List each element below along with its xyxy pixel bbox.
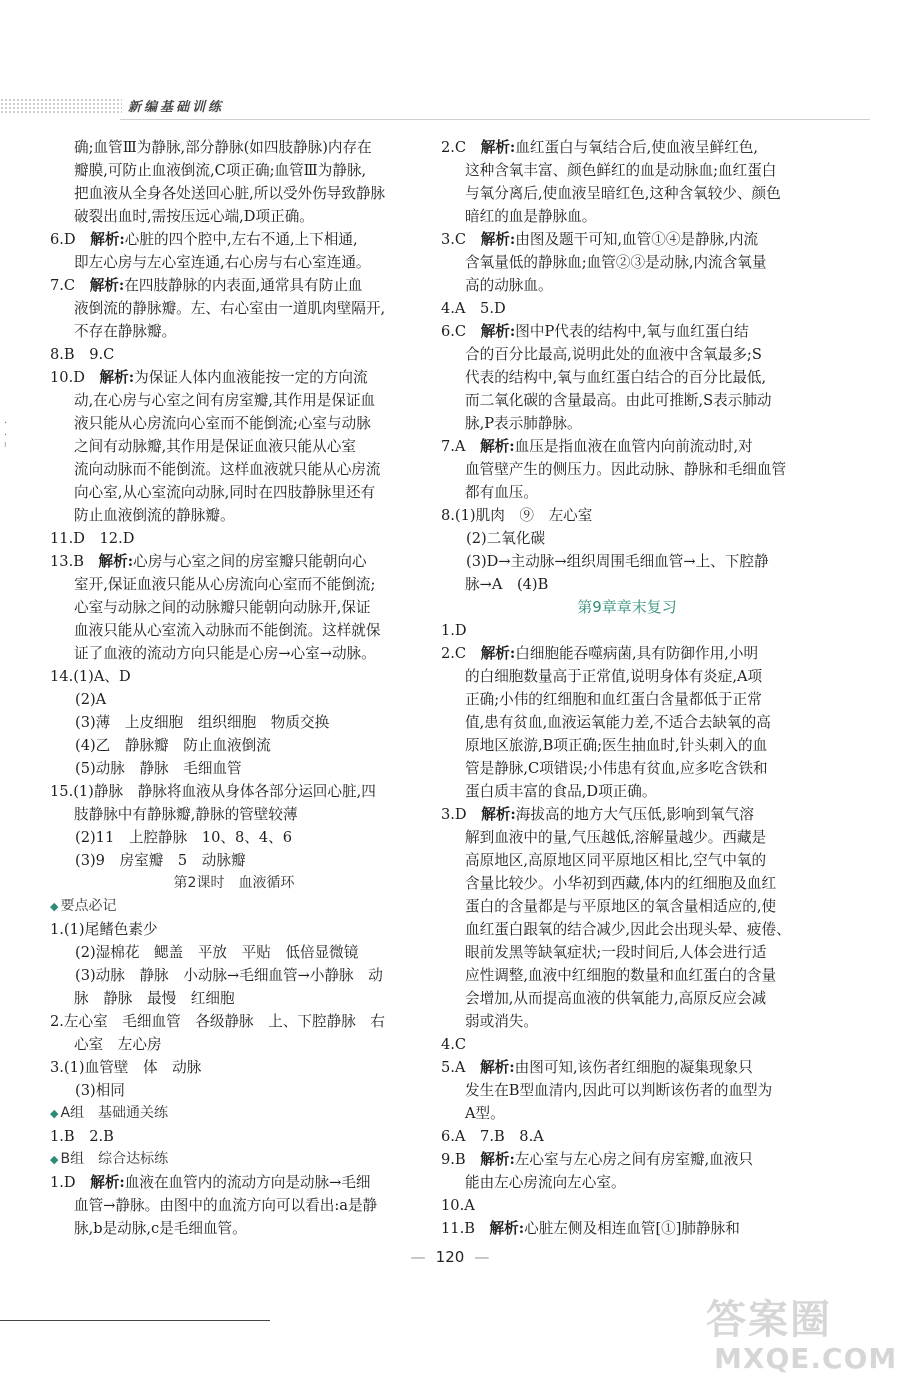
- answer-line: 含量比较少。小华初到西藏,体内的红细胞及血红: [465, 875, 777, 892]
- answer-line: 含氧量低的静脉血;血管②③是动脉,内流含氧量: [465, 254, 767, 271]
- answer-line: 心室与动脉之间的动脉瓣只能朝向动脉开,保证: [74, 599, 371, 616]
- analysis-keyword: 解析:: [489, 1220, 525, 1237]
- answer-line: 6.D 解析:心脏的四个腔中,左右不通,上下相通,: [50, 231, 358, 248]
- answer-line: 1.(1)尾鳍色素少: [50, 921, 158, 938]
- answer-line: 2.C 解析:血红蛋白与氧结合后,使血液呈鲜红色,: [441, 139, 759, 156]
- footer-rule: [0, 1320, 270, 1321]
- answer-line: 15.(1)静脉 静脉将血液从身体各部分运回心脏,四: [50, 783, 376, 800]
- analysis-keyword: 解析:: [480, 1059, 515, 1076]
- answer-line: 肢静脉中有静脉瓣,静脉的管壁较薄: [74, 806, 298, 823]
- answer-line: 脉 静脉 最慢 红细胞: [74, 990, 235, 1007]
- left-column: [50, 136, 418, 1240]
- answer-line: 液倒流的静脉瓣。左、右心室由一道肌肉壁隔开,: [74, 300, 386, 317]
- answer-line: 动,在心房与心室之间有房室瓣,其作用是保证血: [74, 392, 376, 409]
- analysis-keyword: 解析:: [90, 1174, 125, 1191]
- answer-line: 血管→静脉。由图中的血流方向可以看出:a是静: [74, 1197, 378, 1214]
- margin-marks: · · ᴵ: [4, 418, 8, 453]
- answer-line: 而二氧化碳的含量最高。由此可推断,S表示肺动: [465, 392, 772, 409]
- answer-line: 正确;小伟的红细胞和血红蛋白含量都低于正常: [465, 691, 762, 708]
- answer-line: 3.C 解析:由图及题干可知,血管①④是静脉,内流: [441, 231, 759, 248]
- section-heading: [50, 1102, 418, 1125]
- running-header: [0, 92, 900, 122]
- answer-line: 即左心房与左心室连通,右心房与右心室连通。: [74, 254, 371, 271]
- right-column: [441, 136, 813, 1240]
- analysis-keyword: 解析:: [480, 139, 516, 156]
- header-title: 新编基础训练: [128, 100, 225, 115]
- watermark-bottom: MXQE.COM: [714, 1342, 898, 1375]
- answer-line: 的白细胞数量高于正常值,说明身体有炎症,A项: [465, 668, 763, 685]
- answer-line: 这种含氧丰富、颜色鲜红的血是动脉血;血红蛋白: [465, 162, 777, 179]
- answer-line: 蛋白质丰富的食品,D项正确。: [465, 783, 657, 800]
- analysis-keyword: 解析:: [480, 231, 516, 248]
- analysis-keyword: 解析:: [481, 806, 516, 823]
- diamond-icon: ◆: [50, 1153, 59, 1166]
- answer-line: 脉→A (4)B: [465, 576, 549, 593]
- answer-line: 值,患有贫血,血液运氧能力差,不适合去缺氧的高: [465, 714, 771, 731]
- answer-line: 解到血液中的量,气压越低,溶解量越少。西藏是: [465, 829, 767, 846]
- answer-line: 11.B 解析:心脏左侧及相连血管[①]肺静脉和: [441, 1220, 740, 1237]
- answer-line: 之间有动脉瓣,其作用是保证血液只能从心室: [74, 438, 356, 455]
- answer-line: 高原地区,高原地区同平原地区相比,空气中氧的: [465, 852, 767, 869]
- answer-line: 液只能从心房流向心室而不能倒流;心室与动脉: [74, 415, 371, 432]
- answer-line: (2)A: [75, 691, 107, 708]
- analysis-keyword: 解析:: [99, 369, 135, 386]
- page-number: [0, 1248, 900, 1266]
- answer-line: 6.C 解析:图中P代表的结构中,氧与血红蛋白结: [441, 323, 749, 340]
- answer-line: (3)相同: [75, 1082, 125, 1099]
- answer-line: 代表的结构中,氧与血红蛋白结合的百分比最低,: [465, 369, 767, 386]
- answer-line: (3)9 房室瓣 5 动脉瓣: [75, 852, 246, 869]
- answer-line: 7.A 解析:血压是指血液在血管内向前流动时,对: [441, 438, 753, 455]
- answer-line: 都有血压。: [465, 484, 538, 501]
- answer-line: 能由左心房流向左心室。: [465, 1174, 626, 1191]
- answer-line: 2.C 解析:白细胞能吞噬病菌,具有防御作用,小明: [441, 645, 759, 662]
- answer-line: 3.(1)血管壁 体 动脉: [50, 1059, 202, 1076]
- diamond-icon: ◆: [50, 900, 59, 913]
- answer-line: 流向动脉而不能倒流。这样血液就只能从心房流: [74, 461, 381, 478]
- answer-line: (2)11 上腔静脉 10、8、4、6: [75, 829, 293, 846]
- section-heading-label: B组 综合达标练: [60, 1151, 169, 1167]
- answer-line: 心室 左心房: [74, 1036, 162, 1053]
- answer-line: A型。: [465, 1105, 505, 1122]
- answer-line: 6.A 7.B 8.A: [441, 1128, 544, 1145]
- section-heading-label: 要点必记: [60, 898, 117, 914]
- answer-line: 血管壁产生的侧压力。因此动脉、静脉和毛细血管: [465, 461, 787, 478]
- answer-line: 脉,P表示肺静脉。: [465, 415, 582, 432]
- answer-line: (3)D→主动脉→组织周围毛细血管→上、下腔静: [466, 553, 769, 570]
- answer-line: 脉,b是动脉,c是毛细血管。: [74, 1220, 247, 1237]
- answer-line: (3)薄 上皮细胞 组织细胞 物质交换: [75, 714, 330, 731]
- analysis-keyword: 解析:: [90, 231, 125, 248]
- answer-line: 不存在静脉瓣。: [74, 323, 177, 340]
- page-number-dash: —: [410, 1248, 426, 1266]
- answer-line: 暗红的血是静脉血。: [465, 208, 597, 225]
- answer-line: 弱或消失。: [465, 1013, 538, 1030]
- answer-line: (2)二氧化碳: [466, 530, 546, 547]
- answer-line: 眼前发黑等缺氧症状;一段时间后,人体会进行适: [465, 944, 767, 961]
- lesson-heading: 第2课时 血液循环: [173, 875, 295, 891]
- answer-line: 13.B 解析:心房与心室之间的房室瓣只能朝向心: [50, 553, 367, 570]
- analysis-keyword: 解析:: [89, 277, 125, 294]
- answer-line: 11.D 12.D: [50, 530, 135, 547]
- analysis-keyword: 解析:: [480, 645, 516, 662]
- answer-line: 10.A: [441, 1197, 475, 1214]
- answer-line: 4.A 5.D: [441, 300, 506, 317]
- analysis-keyword: 解析:: [480, 323, 516, 340]
- answer-line: 血红蛋白跟氧的结合减少,因此会出现头晕、疲倦、: [465, 921, 791, 938]
- answer-line: 1.B 2.B: [50, 1128, 114, 1145]
- answer-line: 4.C: [441, 1036, 467, 1053]
- analysis-keyword: 解析:: [98, 553, 134, 570]
- answer-line: (2)湿棉花 鳃盖 平放 平贴 低倍显微镜: [75, 944, 359, 961]
- answer-line: 9.B 解析:左心室与左心房之间有房室瓣,血液只: [441, 1151, 753, 1168]
- answer-line: 应性调整,血液中红细胞的数量和血红蛋白的含量: [465, 967, 777, 984]
- answer-line: 证了血液的流动方向只能是心房→心室→动脉。: [74, 645, 376, 662]
- answer-line: 管是静脉,C项错误;小伟患有贫血,应多吃含铁和: [465, 760, 768, 777]
- answer-line: 防止血液倒流的静脉瓣。: [74, 507, 235, 524]
- answer-line: 高的动脉血。: [465, 277, 553, 294]
- answer-line: 1.D 解析:血液在血管内的流动方向是动脉→毛细: [50, 1174, 371, 1191]
- answer-line: 8.B 9.C: [50, 346, 115, 363]
- answer-line: 5.A 解析:由图可知,该伤者红细胞的凝集现象只: [441, 1059, 753, 1076]
- answer-line: (5)动脉 静脉 毛细血管: [75, 760, 242, 777]
- answer-line: 血液只能从心室流入动脉而不能倒流。这样就保: [74, 622, 381, 639]
- answer-line: (4)乙 静脉瓣 防止血液倒流: [75, 737, 271, 754]
- answer-line: 原地区旅游,B项正确;医生抽血时,针头刺入的血: [465, 737, 768, 754]
- section-heading: [50, 1148, 418, 1171]
- answer-line: 7.C 解析:在四肢静脉的内表面,通常具有防止血: [50, 277, 363, 294]
- answer-line: 蛋白的含量都是与平原地区的氧含量相适应的,使: [465, 898, 777, 915]
- section-heading: [50, 895, 418, 918]
- answer-line: 2.左心室 毛细血管 各级静脉 上、下腔静脉 右: [50, 1013, 385, 1030]
- answer-line: 与氧分离后,使血液呈暗红色,这种含氧较少、颜色: [465, 185, 781, 202]
- watermark-top: 答案圈: [706, 1297, 832, 1343]
- answer-line: 1.D: [441, 622, 467, 639]
- answer-line: 14.(1)A、D: [50, 668, 131, 685]
- diamond-icon: ◆: [50, 1107, 59, 1120]
- answer-line: 3.D 解析:海拔高的地方大气压低,影响到氧气溶: [441, 806, 754, 823]
- answer-line: 把血液从全身各处送回心脏,所以受外伤导致静脉: [74, 185, 386, 202]
- chapter-review-heading: 第9章章末复习: [577, 598, 677, 616]
- section-heading-label: A组 基础通关练: [60, 1105, 169, 1121]
- answer-line: 10.D 解析:为保证人体内血液能按一定的方向流: [50, 369, 368, 386]
- answer-line: (3)动脉 静脉 小动脉→毛细血管→小静脉 动: [75, 967, 383, 984]
- analysis-keyword: 解析:: [480, 1151, 515, 1168]
- page-number-value: 120: [435, 1248, 465, 1266]
- answer-line: 室开,保证血液只能从心房流向心室而不能倒流;: [74, 576, 376, 593]
- header-rule: [120, 119, 870, 120]
- answer-line: 8.(1)肌肉 ⑨ 左心室: [441, 507, 593, 524]
- answer-line: 发生在B型血清内,因此可以判断该伤者的血型为: [465, 1082, 773, 1099]
- answer-line: 瓣膜,可防止血液倒流,C项正确;血管Ⅲ为静脉,: [74, 162, 367, 179]
- answer-line: 破裂出血时,需按压远心端,D项正确。: [74, 208, 314, 225]
- analysis-keyword: 解析:: [480, 438, 515, 455]
- answer-line: 向心室,从心室流向动脉,同时在四肢静脉里还有: [74, 484, 376, 501]
- answer-line: 确;血管Ⅲ为静脉,部分静脉(如四肢静脉)内存在: [74, 139, 372, 156]
- header-dot-pattern: [0, 98, 122, 114]
- answer-line: 会增加,从而提高血液的供氧能力,高原反应会减: [465, 990, 767, 1007]
- answer-line: 合的百分比最高,说明此处的血液中含氧最多;S: [465, 346, 762, 363]
- watermark-logo: [706, 1298, 896, 1386]
- page-number-dash: —: [474, 1248, 490, 1266]
